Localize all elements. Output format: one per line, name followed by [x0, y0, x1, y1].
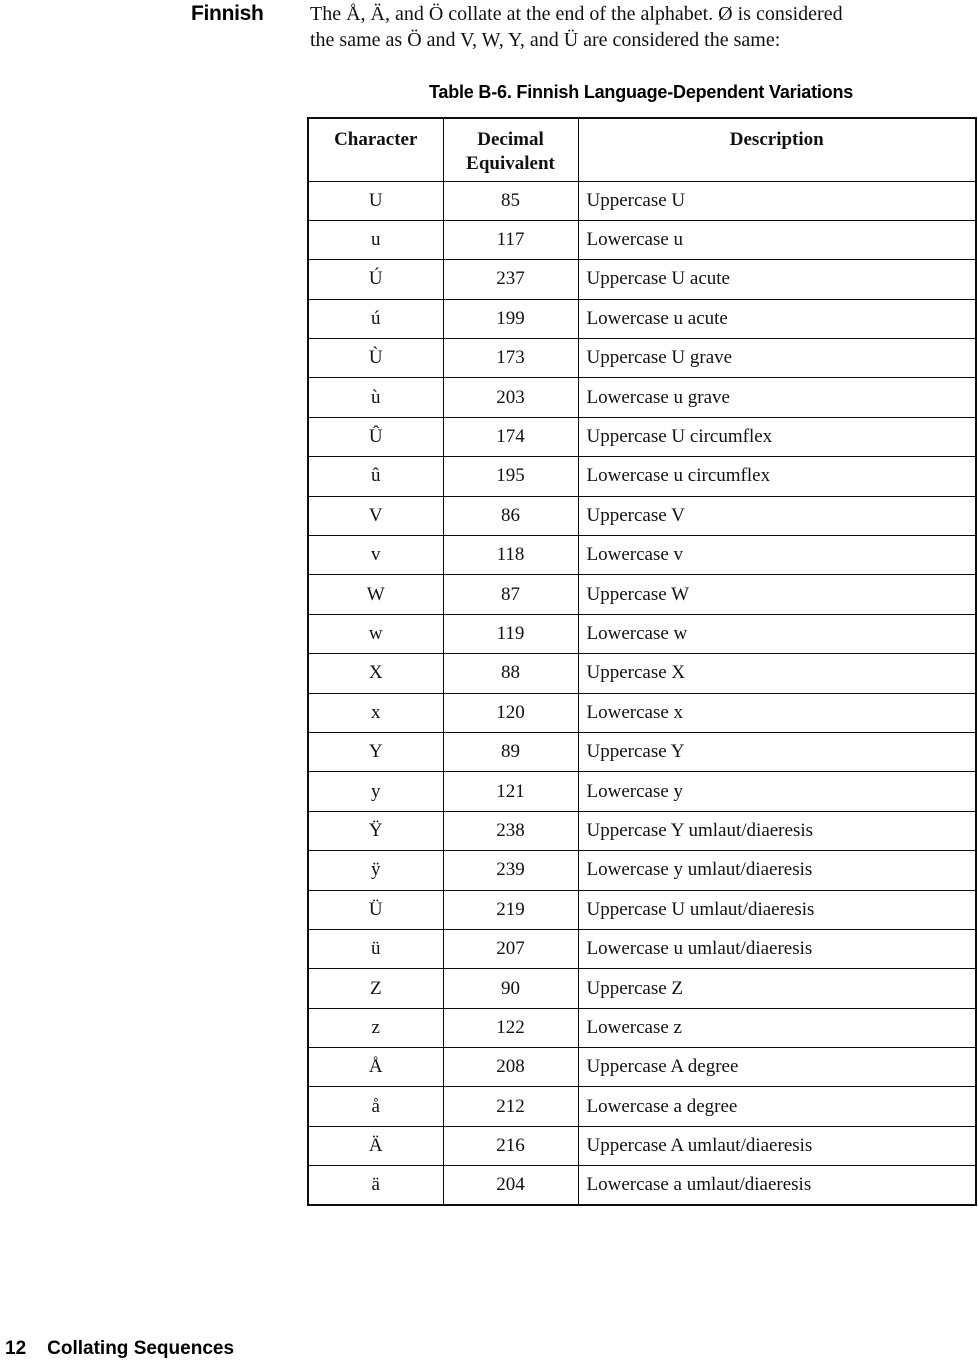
description-cell: Lowercase z: [578, 1008, 976, 1047]
table-row: [308, 693, 976, 732]
decimal-cell: 238: [443, 811, 578, 850]
decimal-cell: 203: [443, 378, 578, 417]
description-cell: Lowercase x: [578, 693, 976, 732]
table-header-row: [308, 118, 976, 181]
section-heading-finnish: Finnish: [191, 2, 264, 25]
character-cell: ä: [308, 1166, 443, 1205]
intro-paragraph: [310, 1, 970, 53]
decimal-cell: 204: [443, 1166, 578, 1205]
table-row: [308, 890, 976, 929]
table-body: [308, 181, 976, 1205]
character-cell: y: [308, 772, 443, 811]
character-cell: å: [308, 1087, 443, 1126]
description-cell: Uppercase U grave: [578, 339, 976, 378]
character-cell: ù: [308, 378, 443, 417]
description-cell: Uppercase Z: [578, 969, 976, 1008]
table-row: [308, 575, 976, 614]
character-cell: û: [308, 457, 443, 496]
character-cell: Ú: [308, 260, 443, 299]
description-cell: Uppercase U acute: [578, 260, 976, 299]
description-cell: Lowercase u circumflex: [578, 457, 976, 496]
table-header: [308, 118, 976, 181]
table-row: [308, 220, 976, 259]
character-cell: Y: [308, 732, 443, 771]
decimal-cell: 173: [443, 339, 578, 378]
decimal-cell: 85: [443, 181, 578, 220]
intro-line-2: the same as Ö and V, W, Y, and Ü are considered the same:: [310, 29, 781, 51]
character-cell: v: [308, 536, 443, 575]
description-cell: Uppercase U: [578, 181, 976, 220]
character-cell: U: [308, 181, 443, 220]
decimal-cell: 216: [443, 1126, 578, 1165]
description-cell: Lowercase y: [578, 772, 976, 811]
character-cell: z: [308, 1008, 443, 1047]
table-row: [308, 457, 976, 496]
table-row: [308, 299, 976, 338]
decimal-cell: 195: [443, 457, 578, 496]
table-title: Table B-6. Finnish Language-Dependent Variations: [428, 82, 854, 102]
description-cell: Uppercase A umlaut/diaeresis: [578, 1126, 976, 1165]
table-row: [308, 260, 976, 299]
character-cell: Z: [308, 969, 443, 1008]
decimal-cell: 121: [443, 772, 578, 811]
decimal-cell: 86: [443, 496, 578, 535]
table-row: [308, 1126, 976, 1165]
table-row: [308, 181, 976, 220]
table-row: [308, 1008, 976, 1047]
character-cell: X: [308, 654, 443, 693]
character-cell: w: [308, 614, 443, 653]
character-cell: V: [308, 496, 443, 535]
table-row: [308, 536, 976, 575]
character-cell: Ù: [308, 339, 443, 378]
decimal-cell: 117: [443, 220, 578, 259]
description-cell: Lowercase v: [578, 536, 976, 575]
decimal-cell: 90: [443, 969, 578, 1008]
decimal-cell: 89: [443, 732, 578, 771]
character-cell: Ü: [308, 890, 443, 929]
character-cell: ú: [308, 299, 443, 338]
description-cell: Uppercase U circumflex: [578, 417, 976, 456]
decimal-cell: 118: [443, 536, 578, 575]
table-row: [308, 1087, 976, 1126]
character-cell: Å: [308, 1048, 443, 1087]
character-cell: Û: [308, 417, 443, 456]
character-cell: x: [308, 693, 443, 732]
description-cell: Uppercase U umlaut/diaeresis: [578, 890, 976, 929]
character-cell: W: [308, 575, 443, 614]
description-cell: Lowercase u acute: [578, 299, 976, 338]
decimal-cell: 174: [443, 417, 578, 456]
table-row: [308, 378, 976, 417]
column-header-character: Character: [308, 118, 443, 181]
table-row: [308, 969, 976, 1008]
decimal-cell: 208: [443, 1048, 578, 1087]
table-row: [308, 417, 976, 456]
finnish-variations-table: [307, 117, 977, 1206]
page-footer: [5, 1338, 234, 1360]
table-row: [308, 811, 976, 850]
decimal-cell: 88: [443, 654, 578, 693]
description-cell: Lowercase u umlaut/diaeresis: [578, 929, 976, 968]
decimal-cell: 122: [443, 1008, 578, 1047]
table-row: [308, 496, 976, 535]
decimal-cell: 119: [443, 614, 578, 653]
column-header-description: Description: [578, 118, 976, 181]
table-row: [308, 1048, 976, 1087]
table-row: [308, 772, 976, 811]
description-cell: Uppercase V: [578, 496, 976, 535]
table-row: [308, 1166, 976, 1205]
decimal-cell: 239: [443, 851, 578, 890]
description-cell: Uppercase X: [578, 654, 976, 693]
table-row: [308, 654, 976, 693]
decimal-cell: 212: [443, 1087, 578, 1126]
description-cell: Lowercase u: [578, 220, 976, 259]
character-cell: Ä: [308, 1126, 443, 1165]
character-cell: Ÿ: [308, 811, 443, 850]
footer-chapter-title: Collating Sequences: [47, 1338, 235, 1359]
description-cell: Lowercase a umlaut/diaeresis: [578, 1166, 976, 1205]
decimal-cell: 199: [443, 299, 578, 338]
description-cell: Lowercase a degree: [578, 1087, 976, 1126]
decimal-cell: 87: [443, 575, 578, 614]
decimal-cell: 219: [443, 890, 578, 929]
description-cell: Lowercase w: [578, 614, 976, 653]
description-cell: Uppercase W: [578, 575, 976, 614]
character-cell: ü: [308, 929, 443, 968]
decimal-cell: 207: [443, 929, 578, 968]
page-number: 12: [5, 1338, 27, 1359]
decimal-cell: 120: [443, 693, 578, 732]
decimal-cell: 237: [443, 260, 578, 299]
table-row: [308, 929, 976, 968]
table-row: [308, 851, 976, 890]
table-row: [308, 614, 976, 653]
description-cell: Uppercase Y: [578, 732, 976, 771]
intro-line-1: The Å, Ä, and Ö collate at the end of the alphabet. Ø is considered: [310, 3, 843, 25]
description-cell: Uppercase Y umlaut/diaeresis: [578, 811, 976, 850]
character-cell: u: [308, 220, 443, 259]
table-row: [308, 339, 976, 378]
column-header-decimal-equivalent: Decimal Equivalent: [443, 118, 578, 181]
character-cell: ÿ: [308, 851, 443, 890]
description-cell: Uppercase A degree: [578, 1048, 976, 1087]
description-cell: Lowercase u grave: [578, 378, 976, 417]
table-row: [308, 732, 976, 771]
description-cell: Lowercase y umlaut/diaeresis: [578, 851, 976, 890]
